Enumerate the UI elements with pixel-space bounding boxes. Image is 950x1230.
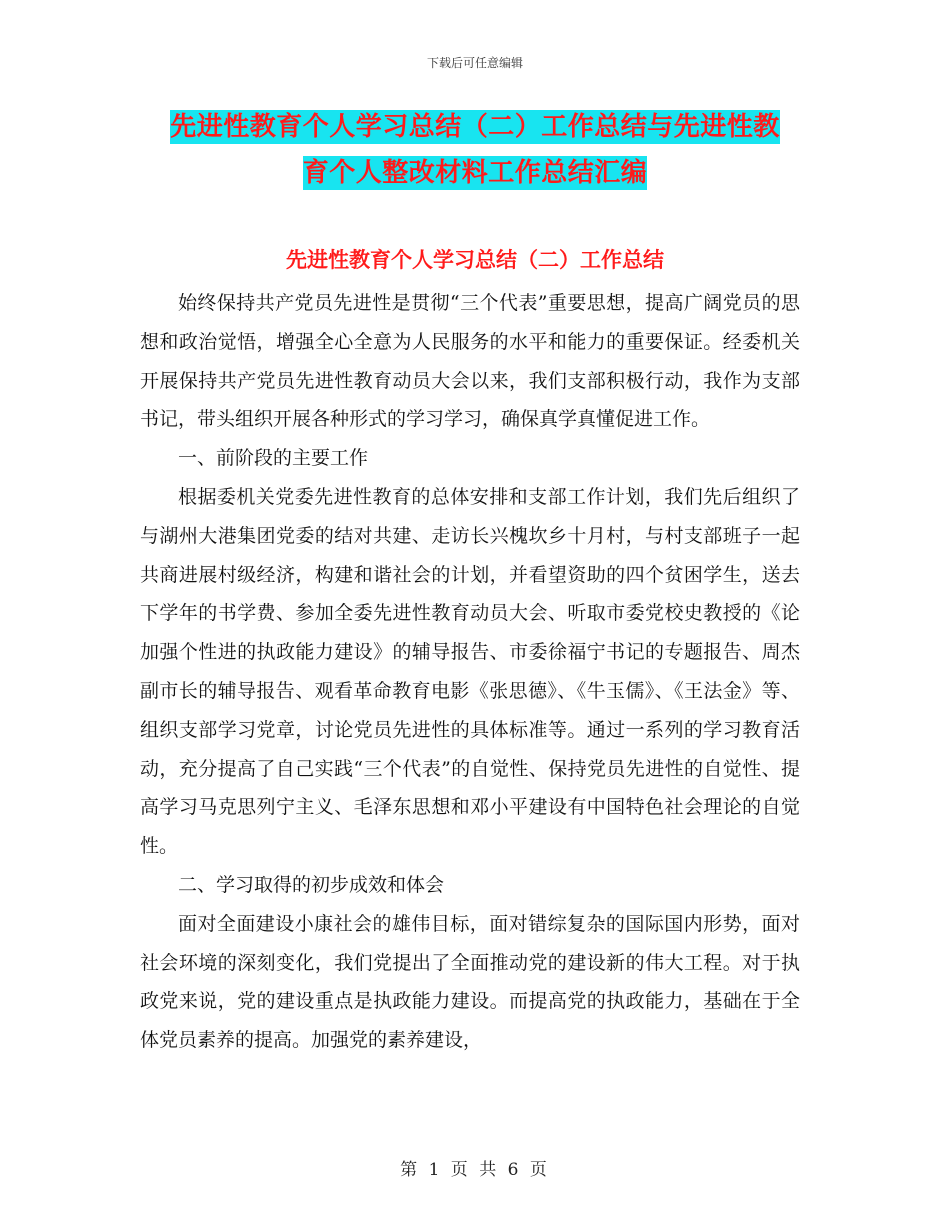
heading-results: 二、学习取得的初步成效和体会 (178, 873, 445, 896)
heading-main-work: 一、前阶段的主要工作 (178, 447, 369, 470)
paragraph-intro: 始终保持共产党员先进性是贯彻“三个代表”重要思想，提高广阔党员的思想和政治觉悟，增强全心全意为人民服务的水平和能力的重要保证。经委机关开展保持共产党员先进性教育动员大会以来，我们支部积极行动，我作为支部书记，带头组织开展各种形式的学习学习，确保真学真懂促进工作。 (140, 292, 800, 431)
title-line-2: 育个人整改材料工作总结汇编 (302, 158, 648, 188)
section-title: 先进性教育个人学习总结（二）工作总结 (286, 247, 664, 272)
header-note: 下载后可任意编辑 (426, 56, 523, 70)
document-title (140, 104, 810, 196)
page-footer: 第 1 页 共 6 页 (400, 1160, 550, 1180)
paragraph-main-work: 根据委机关党委先进性教育的总体安排和支部工作计划，我们先后组织了与湖州大港集团党委的结对共建、走访长兴槐坎乡十月村，与村支部班子一起共商进展村级经济，构建和谐社会的计划，并看望资助的四个贫困学生，送去下学年的书学费、参加全委先进性教育动员大会、听取市委党校史教授的《论加强个性进的执政能力建设》的辅导报告、市委徐福宁书记的专题报告、周杰副市长的辅导报告、观看革命教育电影《张思德》、《牛玉儒》、《王法金》等、组织支部学习党章，讨论党员先进性的具体标准等。通过一系列的学习教育活动，充分提高了自己实践“三个代表”的自觉性、保持党员先进性的自觉性、提高学习马克思列宁主义、毛泽东思想和邓小平建设有中国特色社会理论的自觉性。 (140, 485, 800, 858)
body-text (140, 284, 800, 1060)
title-line-1: 先进性教育个人学习总结（二）工作总结与先进性教 (170, 112, 780, 142)
paragraph-results: 面对全面建设小康社会的雄伟目标，面对错综复杂的国际国内形势，面对社会环境的深刻变化，我们党提出了全面推动党的建设新的伟大工程。对于执政党来说，党的建设重点是执政能力建设。而提高党的执政能力，基础在于全体党员素养的提高。加强党的素养建设， (140, 912, 800, 1052)
